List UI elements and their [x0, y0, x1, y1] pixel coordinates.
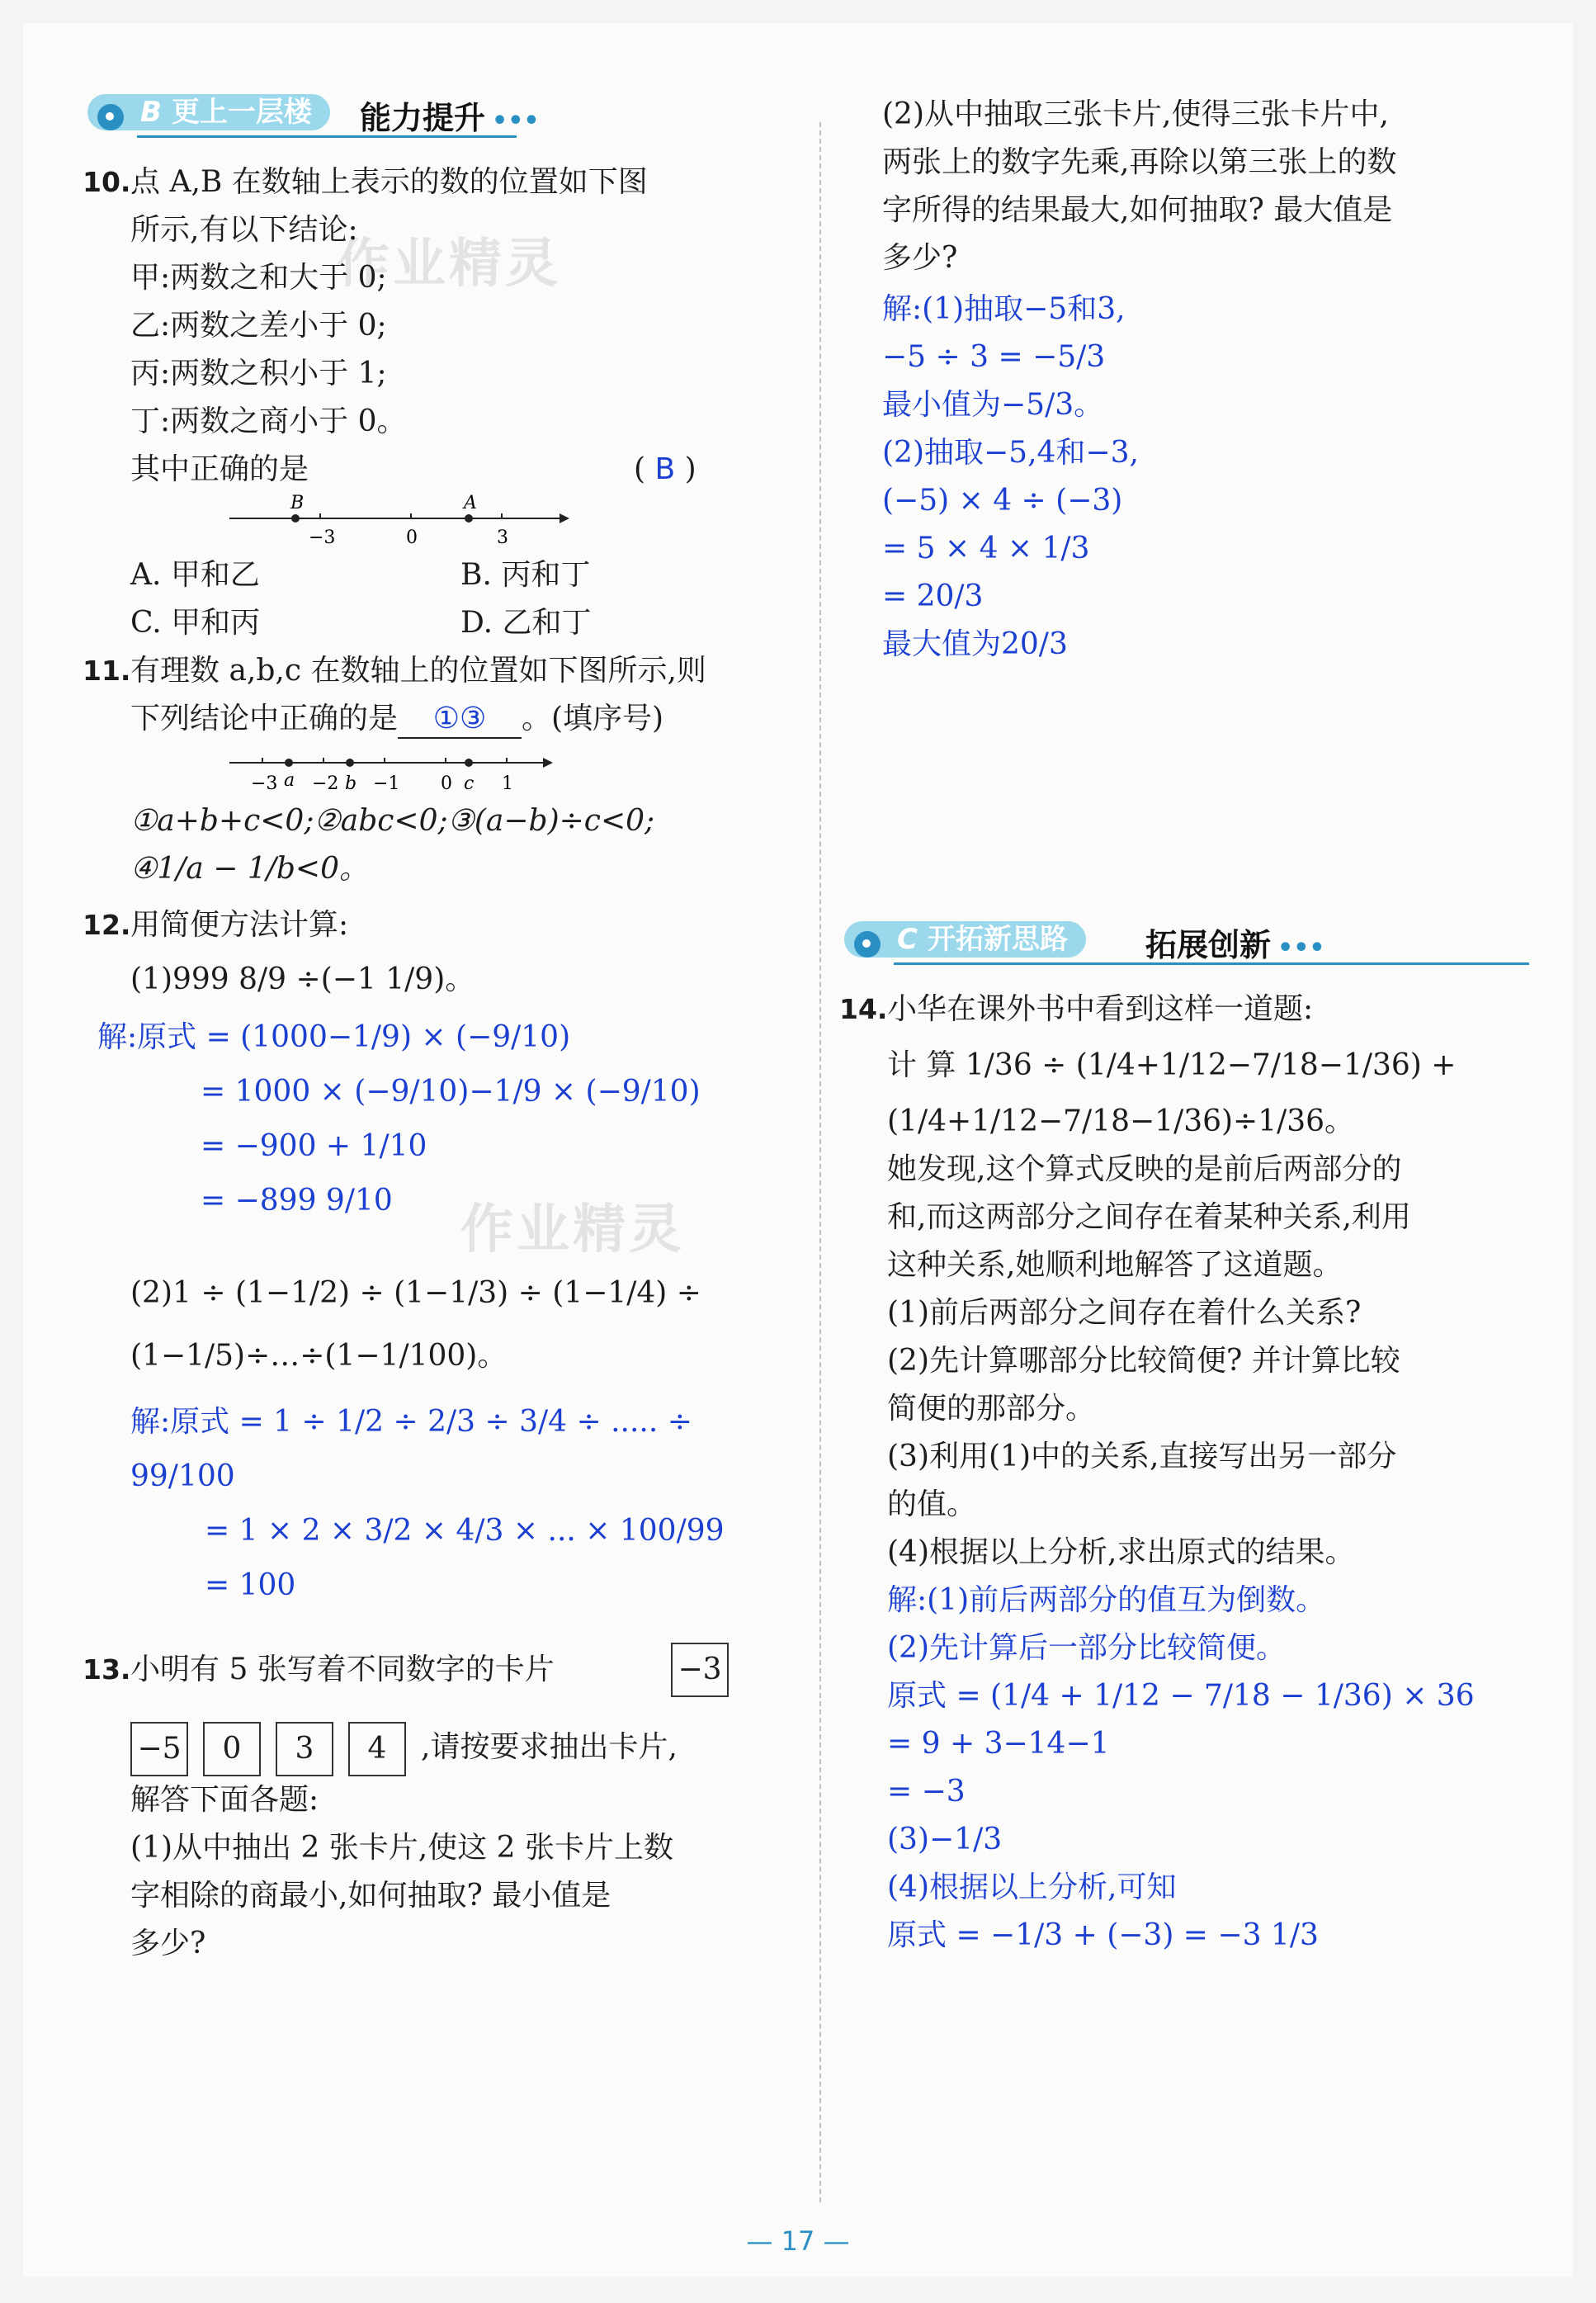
section-c-tag: C 开拓新思路	[844, 921, 1086, 958]
question-13: 13. 小明有 5 张写着不同数字的卡片 −3 −5 0 3 4 ,请按要求抽出卡片, 解答下面各题: (1)从中抽出 2 张卡片,使这 2 张卡片上数 字相除的商最小,如何抽取? 最小值是 多少?	[87, 1646, 797, 1968]
right-column	[839, 91, 1529, 1960]
option-b: B. 丙和丁	[460, 558, 591, 592]
number-line-10	[229, 494, 576, 551]
question-13-continued: (2)从中抽取三张卡片,使得三张卡片中, 两张上的数字先乘,再除以第三张上的数 字所得的结果最大,如何抽取? 最大值是 多少? 解:(1)抽取−5和3, −5 ÷ 3 = −5/3 最小值为−5/3。 (2)抽取−5,4和−3, (−5) × 4 ÷ (−3) = 5 × 4 × 1/3 = 20/3 最大值为20/3	[844, 91, 1529, 669]
section-c-title: 拓展创新 •••	[1145, 927, 1325, 963]
question-14: 14. 小华在课外书中看到这样一道题: 计 算 1/36 ÷ (1/4+1/12−7/18−1/36) + (1/4+1/12−7/18−1/36)÷1/36。 她发现,这个算式反映的是前后两部分的 和,而这两部分之间存在着某种关系,利用 这种关系,她顺利地解答了这道题。 (1)前后两部分之间存在着什么关系? (2)先计算哪部分比较简便? 并计算比较 简便的那部分。 (3)利用(1)中的关系,直接写出另一部分 的值。 (4)根据以上分析,求出原式的结果。 解:(1)前后两部分的值互为倒数。 (2)先计算后一部分比较简便。 原式 = (1/4 + 1/12 − 7/18 − 1/36) × 36 = 9 + 3−14−1 = −3 (3)−1/3 (4)根据以上分析,可知 原式 = −1/3 + (−3) = −3 1/3	[844, 986, 1529, 1960]
answer-11: ①③	[398, 701, 522, 739]
question-11: 11. 有理数 a,b,c 在数轴上的位置如下图所示,则 下列结论中正确的是 ①③ 。(填序号) −3 a −2 b −1 0 c 1 ①a+b+c<0;②abc<0;③(a−b)÷c<0; ④1/a − 1/b<0。	[83, 654, 706, 886]
section-rule	[894, 962, 1529, 965]
solution-13: 解:(1)抽取−5和3, −5 ÷ 3 = −5/3 最小值为−5/3。 (2)抽取−5,4和−3, (−5) × 4 ÷ (−3) = 5 × 4 × 1/3 = 20/3 最大值为20/3	[882, 292, 1139, 661]
card: 4	[348, 1722, 406, 1776]
svg-text:−2: −2	[312, 773, 339, 794]
section-b-title: 能力提升 •••	[360, 100, 540, 136]
worksheet-page	[23, 23, 1573, 2277]
svg-text:b: b	[345, 773, 357, 794]
solution-14: 解:(1)前后两部分的值互为倒数。 (2)先计算后一部分比较简便。 原式 = (1/4 + 1/12 − 7/18 − 1/36) × 36 = 9 + 3−14−1 = −3 (3)−1/3 (4)根据以上分析,可知 原式 = −1/3 + (−3) = −3 1/3	[887, 1583, 1475, 1952]
section-b-banner	[87, 89, 797, 140]
section-rule	[137, 135, 517, 138]
options-10	[130, 551, 797, 647]
svg-text:−1: −1	[373, 773, 400, 794]
solution-12-2: 解:原式 = 1 ÷ 1/2 ÷ 2/3 ÷ 3/4 ÷ ..... ÷ 99/100 = 1 × 2 × 3/2 × 4/3 × ... × 100/99 = 100	[130, 1405, 725, 1602]
card: 0	[203, 1722, 261, 1776]
card: −5	[130, 1722, 188, 1776]
svg-text:−3: −3	[251, 773, 278, 794]
bullet-icon	[854, 931, 881, 958]
watermark: 作业精灵	[460, 1199, 685, 1260]
svg-text:c: c	[464, 773, 475, 794]
axis-label: A	[464, 494, 477, 513]
bullet-icon	[97, 104, 124, 130]
section-b-tag: B 更上一层楼	[87, 94, 330, 130]
left-column	[83, 89, 797, 1968]
axis-label: −3	[309, 527, 336, 548]
answer-10: B	[654, 452, 676, 486]
question-12: 12. 用简便方法计算: (1)999 8/9 ÷(−1 1/9)。 解:原式 = (1000−1/9) × (−9/10) = 1000 × (−9/10)−1/9 × (−9/10) = −900 + 1/10 = −899 9/10 (2)1 ÷ (1−1/2) ÷ (1−1/3) ÷ (1−1/4) ÷ (1−1/5)÷…÷(1−1/100)。 解:原式 = 1 ÷ 1/2 ÷ 2/3 ÷ 3/4 ÷ ..... ÷ 99/100 = 1 × 2 × 3/2 × 4/3 × ... × 100/99 = 100	[87, 901, 797, 1613]
option-c: C. 甲和丙	[130, 606, 261, 640]
svg-text:a: a	[284, 770, 295, 791]
page-number: — 17 —	[746, 2225, 850, 2257]
axis-label: 0	[406, 527, 418, 548]
axis-label: 3	[497, 527, 508, 548]
svg-text:1: 1	[502, 773, 513, 794]
option-a: A. 甲和乙	[130, 558, 260, 592]
card: −3	[671, 1643, 729, 1697]
card: 3	[276, 1722, 333, 1776]
section-c-banner	[844, 916, 1529, 967]
solution-12-1: 解:原式 = (1000−1/9) × (−9/10) = 1000 × (−9/10)−1/9 × (−9/10) = −900 + 1/10 = −899 9/10	[97, 1020, 701, 1218]
svg-text:0: 0	[441, 773, 452, 794]
axis-label: B	[290, 494, 305, 513]
question-10: 10. 点 A,B 在数轴上表示的数的位置如下图 所示,有以下结论: 甲:两数之和大于 0; 乙:两数之差小于 0; 丙:两数之积小于 1; 丁:两数之商小于 0。 其中正确的是 ( B ) B A −3 0 3 A. 甲和乙 B. 丙和丁 C. 甲和丙 D. 乙和丁	[87, 158, 797, 647]
option-d: D. 乙和丁	[460, 606, 592, 640]
column-divider	[819, 122, 821, 2202]
number-line-11	[229, 743, 560, 797]
watermark: 作业精灵	[337, 234, 561, 295]
